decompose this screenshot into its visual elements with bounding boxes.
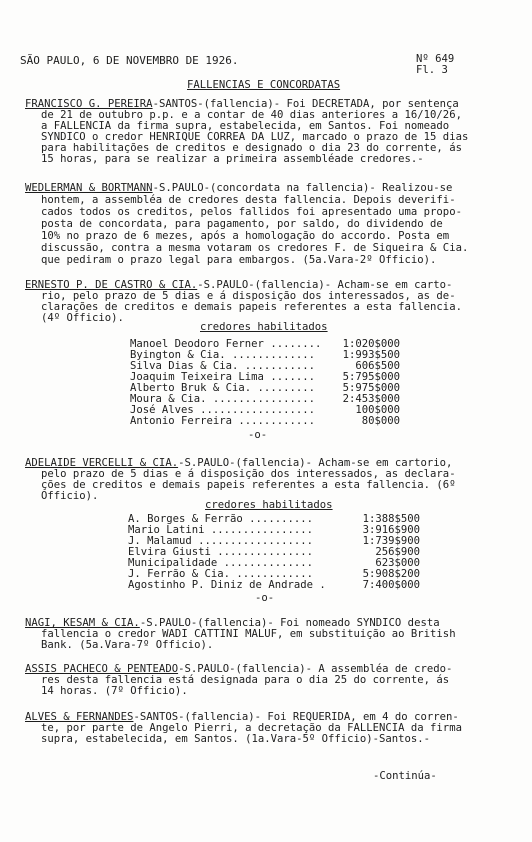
entry-text: Officio). (41, 490, 99, 502)
creditor-amount: 3:916$900 (362, 524, 420, 536)
entry-name: FRANCISCO G. PEREIRA (25, 98, 153, 110)
creditor-name: Mario Latini ................ (128, 524, 313, 536)
creditor-name: Byington & Cia. ............. (130, 349, 315, 361)
creditors-heading: credores habilitados (205, 499, 333, 511)
entry-text: ções de creditos e demais papeis referentes a esta fallencia. (6º (41, 479, 456, 491)
entry-text: te, por parte de Angelo Pierri, a decretação da FALLENCIA da firma (41, 722, 462, 734)
creditor-name: A. Borges & Ferrão .......... (128, 513, 313, 525)
creditor-name: Municipalidade .............. (128, 557, 313, 569)
creditors-heading: credores habilitados (200, 321, 328, 333)
creditor-amount: 5:908$200 (362, 568, 420, 580)
entry-name: ASSIS PACHECO & PENTEADO (25, 663, 179, 675)
entry-text: -SANTOS-(fallencia)- Foi REQUERIDA, em 4 do corren- (133, 711, 459, 723)
entry-name: ADELAIDE VERCELLI & CIA. (25, 457, 179, 469)
entry-text: de 21 de outubro p.p. e a contar de 40 dias anteriores a 16/10/26, (41, 109, 462, 121)
creditor-amount: 2:453$000 (342, 393, 400, 405)
dateline: SÃO PAULO, 6 DE NOVEMBRO DE 1926. (20, 54, 239, 67)
creditor-name: Elvira Giusti ............... (128, 546, 313, 558)
creditor-amount: 100$000 (355, 404, 400, 416)
creditor-name: Antonio Ferreira ............ (130, 415, 315, 427)
entry-text: 15 horas, para se realizar a primeira assembléade credores.- (41, 153, 424, 165)
entry-text: SYNDICO o credor HENRIQUE CORREA DA LUZ, marcado o prazo de 15 dias (41, 131, 469, 143)
creditor-amount: 5:795$000 (342, 371, 400, 383)
creditor-name: J. Ferrão & Cia. ............ (128, 568, 313, 580)
entry-name: WEDLERMAN & BORTMANN (25, 182, 153, 194)
entry-text: -S.PAULO-(fallencia)- Acham-se em cartorio, (178, 457, 453, 469)
creditor-name: Alberto Bruk & Cia. ......... (130, 382, 315, 394)
entry-text: clarações de creditos e demais papeis referentes a esta fallencia. (41, 301, 462, 313)
creditor-amount: 1:020$000 (342, 338, 400, 350)
entry-text: -S.PAULO-(fallencia)- Acham-se em carto- (197, 279, 453, 291)
creditor-amount: 1:388$500 (362, 513, 420, 525)
creditor-amount: 80$000 (361, 415, 400, 427)
entry-text: rio, pelo prazo de 5 dias e á disposição dos interessados, as de- (41, 290, 456, 302)
creditor-amount: 1:739$900 (362, 535, 420, 547)
entry-text: -SANTOS-(fallencia)- Foi DECRETADA, por sentença (152, 98, 459, 110)
creditor-amount: 606$500 (355, 360, 400, 372)
entry-text: (4º Officio). (41, 312, 124, 324)
entry-text: -S.PAULO-(fallencia)- A assembléa de credo- (178, 663, 453, 675)
creditor-name: Agostinho P. Diniz de Andrade . (128, 579, 326, 591)
entry-name: ERNESTO P. DE CASTRO & CIA. (25, 279, 198, 291)
issue-number: Nº 649 (416, 53, 455, 65)
entry-text: fallencia o credor WADI CATTINI MALUF, em substituição ao British (41, 628, 456, 640)
creditor-amount: 1:993$500 (342, 349, 400, 361)
creditor-amount: 623$000 (375, 557, 420, 569)
entry-wedlerman-first-line (25, 183, 452, 194)
entry-text: Bank. (5a.Vara-7º Officio). (41, 639, 214, 651)
entry-text: discussão, contra a mesma votaram os credores F. de Siqueira & Cia. (41, 242, 469, 254)
entry-text: -S.PAULO-(concordata na fallencia)- Realizou-se (152, 182, 453, 194)
entry-name: NAGI, KESAM & CIA. (25, 617, 140, 629)
creditor-name: Silva Dias & Cia. ........... (130, 360, 315, 372)
entry-text: cados todos os creditos, pelos fallidos foi apresentado uma propo- (41, 206, 462, 218)
separator: -o- (248, 429, 268, 441)
separator: -o- (255, 592, 275, 604)
entry-name: ALVES & FERNANDES (25, 711, 134, 723)
entry-text: hontem, a assembléa de credores desta fallencia. Depois deverifi- (41, 194, 456, 206)
entry-text: a FALLENCIA da firma supra, estabelecida, em Santos. Foi nomeado (41, 120, 450, 132)
entry-text: res desta fallencia está designada para o dia 25 do corrente, ás (41, 674, 450, 686)
folio-number: Fl. 3 (416, 64, 448, 76)
continues-note: -Continúa- (373, 770, 437, 782)
entry-text: -S.PAULO-(fallencia)- Foi nomeado SYNDICO desta (139, 617, 440, 629)
creditor-amount: 5:975$000 (342, 382, 400, 394)
creditor-name: Moura & Cia. ................ (130, 393, 315, 405)
creditor-name: Manoel Deodoro Ferner ........ (130, 338, 322, 350)
entry-text: supra, estabelecida, em Santos. (1a.Vara-5º Officio)-Santos.- (41, 733, 431, 745)
creditor-name: J. Malamud .................. (128, 535, 313, 547)
creditor-amount: 7:400$000 (362, 579, 420, 591)
entry-text: que pediram o prazo legal para embargos. (5a.Vara-2º Officio). (41, 254, 437, 266)
creditor-name: Joaquim Teixeira Lima ....... (130, 371, 315, 383)
entry-text: 14 horas. (7º Officio). (41, 685, 188, 697)
entry-text: 10% no prazo de 6 mezes, após a homologação do accordo. Posta em (41, 230, 450, 242)
entry-text: pelo prazo de 5 dias e á disposição dos interessados, as declara- (41, 468, 456, 480)
entry-text: para habilitações de creditos e designado o dia 23 do corrente, ás (41, 142, 462, 154)
creditor-name: José Alves .................. (130, 404, 315, 416)
entry-text: posta de concordata, para pagamento, por saldo, do dividendo de (41, 218, 443, 230)
creditor-amount: 256$900 (375, 546, 420, 558)
section-title: FALLENCIAS E CONCORDATAS (187, 79, 341, 91)
